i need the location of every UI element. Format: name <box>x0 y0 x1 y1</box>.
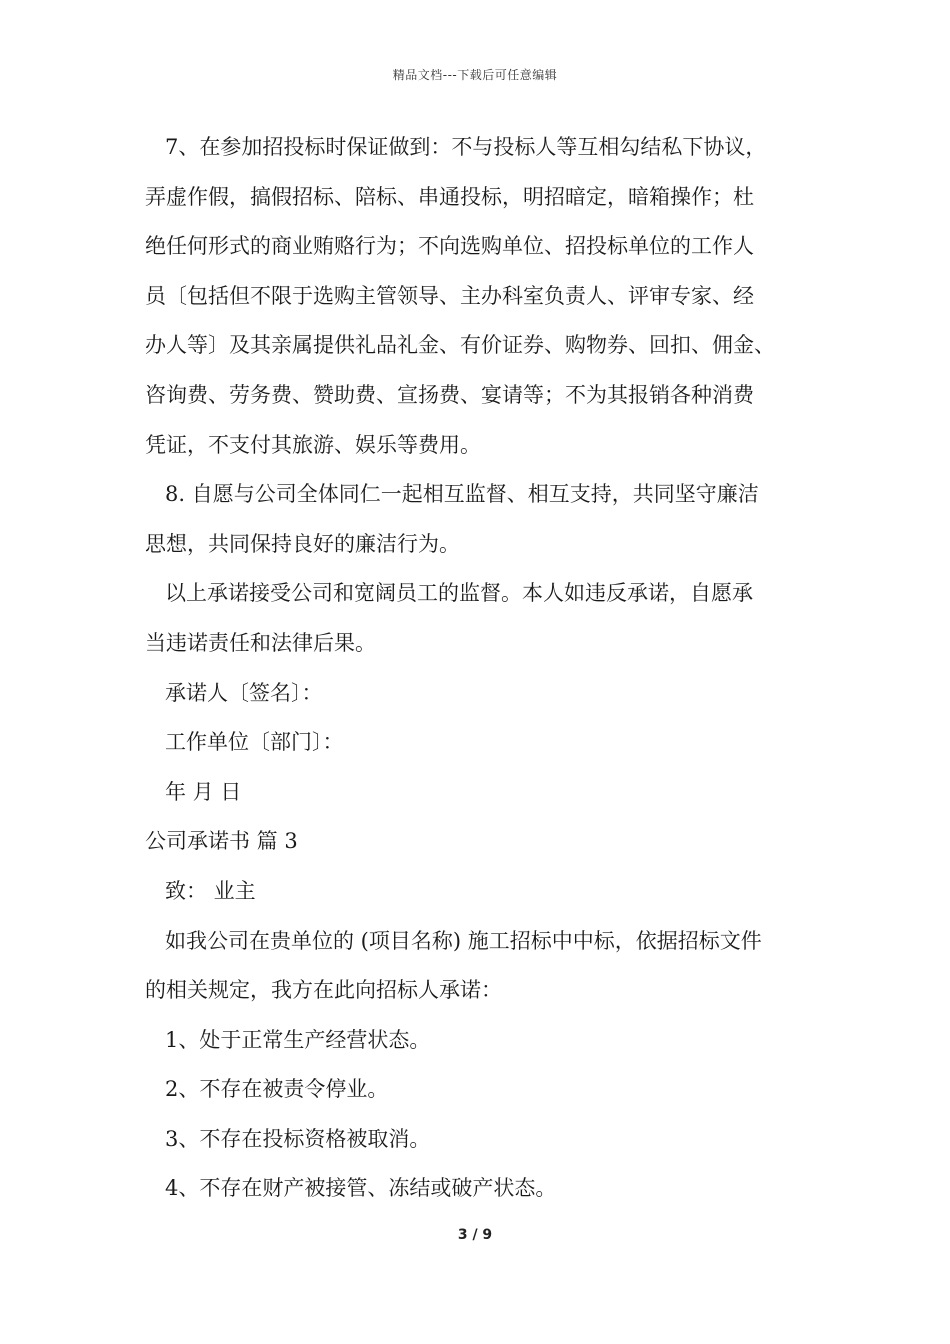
text-line: 绝任何形式的商业贿赂行为；不向选购单位、招投标单位的工作人 <box>145 234 754 259</box>
text-line: 弄虚作假，搞假招标、陪标、串通投标，明招暗定，暗箱操作；杜 <box>145 184 754 209</box>
page-header: 精品文档---下载后可任意编辑 <box>392 68 558 82</box>
text-line: 如我公司在贵单位的 (项目名称) 施工招标中中标，依据招标文件 <box>165 928 762 953</box>
list-item: 4、不存在财产被接管、冻结或破产状态。 <box>165 1176 557 1201</box>
page-number: 3 / 9 <box>457 1227 493 1243</box>
text-line: 7、在参加招投标时保证做到：不与投标人等互相勾结私下协议， <box>165 135 767 159</box>
section-title: 公司承诺书 篇 3 <box>145 829 298 854</box>
text-line: 思想，共同保持良好的廉洁行为。 <box>145 531 460 556</box>
text-line: 办人等〕及其亲属提供礼品礼金、有价证券、购物券、回扣、佣金、 <box>145 333 775 358</box>
text-line: 凭证，不支付其旅游、娱乐等费用。 <box>145 432 481 457</box>
list-item: 2、不存在被责令停业。 <box>165 1077 389 1102</box>
list-item: 1、处于正常生产经营状态。 <box>165 1027 431 1052</box>
text-line: 咨询费、劳务费、赞助费、宣扬费、宴请等；不为其报销各种消费 <box>145 382 754 407</box>
signature-label: 承诺人〔签名〕： <box>165 680 323 705</box>
date-label: 年 月 日 <box>165 779 242 804</box>
document-body <box>145 127 820 1218</box>
text-line: 员〔包括但不限于选购主管领导、主办科室负责人、评审专家、经 <box>145 283 754 308</box>
addressee-line: 致： 业主 <box>165 878 256 903</box>
text-line: 8. 自愿与公司全体同仁一起相互监督、相互支持，共同坚守廉洁 <box>165 482 759 507</box>
text-line: 以上承诺接受公司和宽阔员工的监督。本人如违反承诺，自愿承 <box>165 581 753 606</box>
text-line: 当违诺责任和法律后果。 <box>145 630 376 655</box>
department-label: 工作单位〔部门〕： <box>165 730 344 755</box>
list-item: 3、不存在投标资格被取消。 <box>165 1126 431 1151</box>
text-line: 的相关规定，我方在此向招标人承诺： <box>145 978 502 1003</box>
